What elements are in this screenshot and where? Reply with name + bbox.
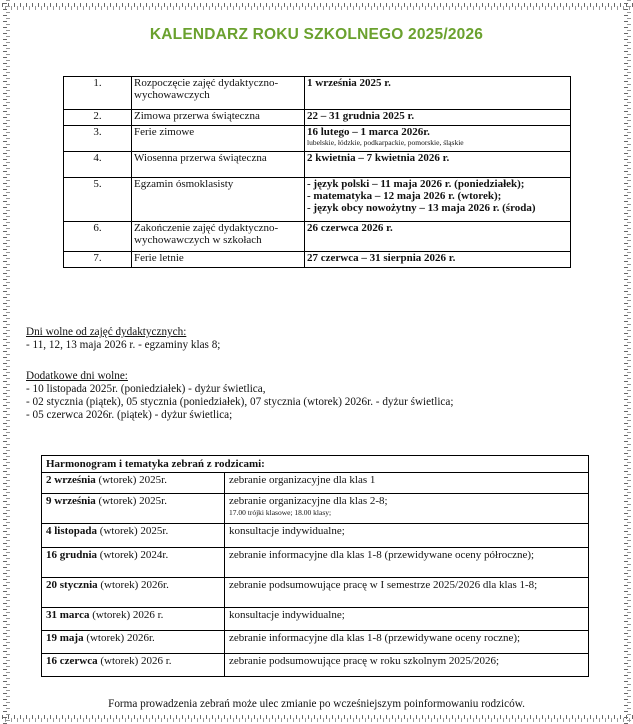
meetings-heading: Harmonogram i tematyka zebrań z rodzicami:: [42, 456, 589, 473]
meeting-date-rest: (wtorek) 2025r.: [95, 495, 167, 507]
event-note: lubelskie, łódzkie, podkarpackie, pomorskie, śląskie: [307, 138, 464, 147]
meeting-date-day: 19 maja: [46, 632, 84, 644]
event-name: Wiosenna przerwa świąteczna: [132, 152, 305, 178]
event-date: 27 czerwca – 31 sierpnia 2026 r.: [305, 252, 571, 268]
meeting-date-day: 4 listopada: [46, 525, 98, 537]
row-number: 3.: [64, 126, 132, 152]
meeting-date: [42, 524, 225, 548]
row-number: 1.: [64, 77, 132, 110]
meeting-date-rest: (wtorek) 2026r.: [97, 579, 169, 591]
table-row: [64, 126, 571, 152]
meeting-date-day: 9 września: [46, 495, 96, 507]
border-bottom: [0, 712, 633, 724]
event-date-cell: [305, 126, 571, 152]
table-row: [64, 178, 571, 222]
meeting-topic: [225, 608, 589, 631]
table-row: [64, 77, 571, 110]
free-days-heading: Dni wolne od zajęć dydaktycznych:: [26, 326, 187, 338]
border-right: [621, 0, 633, 724]
table-row: [42, 548, 589, 578]
meetings-table: [41, 455, 589, 677]
table-row: [42, 524, 589, 548]
meeting-date: [42, 473, 225, 494]
table-row: [42, 578, 589, 608]
meeting-date: [42, 548, 225, 578]
extra-days-line: - 05 czerwca 2026r. (piątek) - dyżur świetlica;: [26, 409, 233, 421]
exam-date-line: - język polski – 11 maja 2026 r. (poniedziałek);: [307, 178, 525, 190]
meeting-date-rest: (wtorek) 2025r.: [97, 525, 169, 537]
event-date: 26 czerwca 2026 r.: [305, 222, 571, 252]
table-row: [42, 608, 589, 631]
event-date: 22 – 31 grudnia 2025 r.: [305, 110, 571, 126]
meeting-date: [42, 494, 225, 524]
event-date: 16 lutego – 1 marca 2026r.: [307, 126, 430, 138]
meeting-topic: [225, 654, 589, 677]
page-title: KALENDARZ ROKU SZKOLNEGO 2025/2026: [149, 26, 484, 43]
exam-date-line: - matematyka – 12 maja 2026 r. (wtorek);: [307, 190, 502, 202]
table-row: [64, 152, 571, 178]
extra-days-heading: Dodatkowe dni wolne:: [26, 370, 128, 382]
free-days-section: [26, 326, 220, 352]
exam-dates-cell: [305, 178, 571, 222]
meeting-topic: [225, 473, 589, 494]
table-row: [42, 473, 589, 494]
meeting-date-rest: (wtorek) 2026r.: [83, 632, 155, 644]
row-number: 5.: [64, 178, 132, 222]
border-top: [0, 0, 633, 12]
free-days-line: - 11, 12, 13 maja 2026 r. - egzaminy klas 8;: [26, 339, 221, 351]
event-name: Zakończenie zajęć dydaktyczno-wychowawczych w szkołach: [132, 222, 305, 252]
table-row: [64, 222, 571, 252]
table-row: [42, 654, 589, 677]
meeting-topic-text: konsultacje indywidualne;: [229, 609, 345, 621]
table-row: [64, 252, 571, 268]
meeting-topic-text: zebranie podsumowujące pracę w I semestrze 2025/2026 dla klas 1-8;: [229, 579, 538, 591]
row-number: 7.: [64, 252, 132, 268]
extra-days-line: - 10 listopada 2025r. (poniedziałek) - dyżur świetlica,: [26, 383, 266, 395]
meeting-topic: [225, 548, 589, 578]
meeting-topic-text: zebranie organizacyjne dla klas 2-8;: [229, 495, 388, 507]
meeting-date-rest: (wtorek) 2024r.: [97, 549, 169, 561]
event-date: 2 kwietnia – 7 kwietnia 2026 r.: [305, 152, 571, 178]
border-left: [0, 0, 12, 724]
meeting-note: 17.00 trójki klasowe; 18.00 klasy;: [229, 508, 332, 517]
meeting-topic-text: zebranie podsumowujące pracę w roku szkolnym 2025/2026;: [229, 655, 500, 667]
meeting-date-day: 20 stycznia: [46, 579, 98, 591]
row-number: 6.: [64, 222, 132, 252]
calendar-table: [63, 76, 571, 268]
meeting-topic-text: zebranie informacyjne dla klas 1-8 (przewidywane oceny półroczne);: [229, 549, 535, 561]
meeting-date: [42, 631, 225, 654]
table-header-row: [42, 456, 589, 473]
meeting-date-day: 16 grudnia: [46, 549, 98, 561]
meeting-date-rest: (wtorek) 2025r.: [95, 474, 167, 486]
meeting-topic-text: zebranie organizacyjne dla klas 1: [229, 474, 376, 486]
event-name: Zimowa przerwa świąteczna: [132, 110, 305, 126]
row-number: 2.: [64, 110, 132, 126]
footer-note: Forma prowadzenia zebrań może ulec zmianie po wcześniejszym poinformowaniu rodziców.: [108, 698, 525, 710]
event-name: Ferie letnie: [132, 252, 305, 268]
meeting-topic: [225, 494, 589, 524]
meeting-date: [42, 608, 225, 631]
meeting-date: [42, 654, 225, 677]
event-name: Ferie zimowe: [132, 126, 305, 152]
meeting-date: [42, 578, 225, 608]
meeting-date-rest: (wtorek) 2026 r.: [89, 609, 164, 621]
meeting-topic-text: zebranie informacyjne dla klas 1-8 (przewidywane oceny roczne);: [229, 632, 521, 644]
table-row: [42, 494, 589, 524]
meeting-date-day: 16 czerwca: [46, 655, 98, 667]
extra-days-line: - 02 stycznia (piątek), 05 stycznia (poniedziałek), 07 stycznia (wtorek) 2026r. - dyżur świetlica;: [26, 396, 454, 408]
meeting-date-day: 31 marca: [46, 609, 90, 621]
meeting-topic-text: konsultacje indywidualne;: [229, 525, 345, 537]
exam-date-line: - język obcy nowożytny – 13 maja 2026 r. (środa): [307, 202, 536, 214]
table-row: [64, 110, 571, 126]
extra-days-section: [26, 370, 453, 422]
meeting-date-day: 2 września: [46, 474, 96, 486]
event-date: 1 września 2025 r.: [305, 77, 571, 110]
table-row: [42, 631, 589, 654]
meeting-topic: [225, 524, 589, 548]
row-number: 4.: [64, 152, 132, 178]
event-name: Rozpoczęcie zajęć dydaktyczno-wychowawczych: [132, 77, 305, 110]
meeting-topic: [225, 578, 589, 608]
event-name: Egzamin ósmoklasisty: [132, 178, 305, 222]
meeting-date-rest: (wtorek) 2026 r.: [97, 655, 172, 667]
meeting-topic: [225, 631, 589, 654]
